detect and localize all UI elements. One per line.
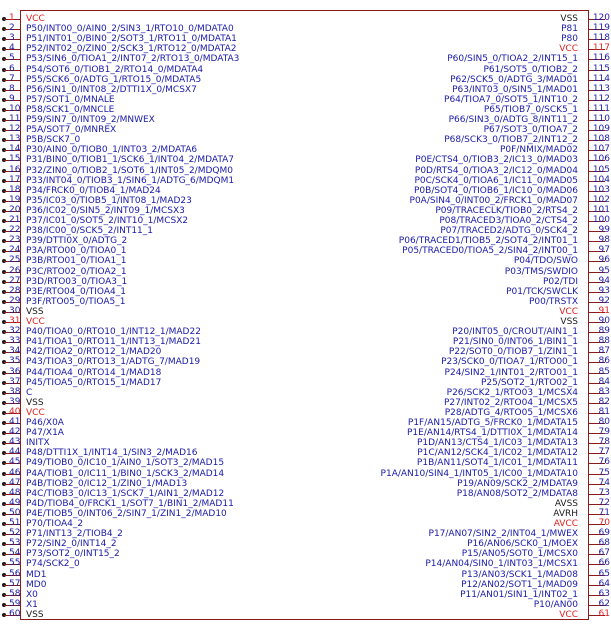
pin-name: P44/TIOA4_0/RTO14_1/MAD18 xyxy=(26,367,162,378)
pin-name: P55/SCK6_0/ADTG_1/RTO15_0/MDATA5 xyxy=(26,74,202,85)
pin-number: 76 xyxy=(598,457,610,468)
pin-number: 119 xyxy=(592,23,610,34)
pin-number: 10 xyxy=(9,103,21,114)
pin-name: P4D/TIOB4_0/FRCK1_1/SOT7_1/BIN1_2/MAD11 xyxy=(26,498,234,509)
pin-name: P70/TIOA4_2 xyxy=(26,519,84,529)
pin-number: 116 xyxy=(592,53,610,64)
pin-number: 107 xyxy=(592,144,610,155)
pin-name: P45/TIOA5_0/RTO15_1/MAD17 xyxy=(26,377,162,388)
pin-number: 64 xyxy=(598,578,610,589)
pin-number: 89 xyxy=(598,326,610,337)
pin-number: 3 xyxy=(9,33,15,44)
pin-name: P3B/RTO01_0/TIOA1_1 xyxy=(26,256,127,267)
pin-name: P80 xyxy=(561,34,578,45)
pin-number: 27 xyxy=(9,275,21,286)
pin-number: 117 xyxy=(592,43,610,54)
pin-name: P4C/TIOB3_0/IC13_1/SCK7_1/AIN1_2/MAD12 xyxy=(26,488,225,499)
pin-58 xyxy=(0,588,300,601)
pin-number: 92 xyxy=(598,295,610,306)
pin-name: P62/SCK5_0/ADTG_3/MAD01 xyxy=(450,74,578,85)
pin-number: 67 xyxy=(598,548,610,559)
pin-name: P1F/AN15/ADTG_5/FRCK0_1/MDATA15 xyxy=(407,418,578,428)
pin-name: P35/IC03_0/TIOB5_1/INT08_1/MAD23 xyxy=(26,195,192,206)
pin-name: AVRH xyxy=(553,508,578,519)
pin-name: P03/TMS/SWDIO xyxy=(504,266,578,277)
pin-name: P71/INT13_2/TIOB4_2 xyxy=(26,529,123,540)
pin-number: 91 xyxy=(598,305,610,316)
pin-number: 56 xyxy=(9,568,21,579)
pin-number: 39 xyxy=(9,396,21,407)
pin-name: P48/DTTI1X_1/INT14_1/SIN3_2/MAD16 xyxy=(26,448,198,459)
pin-name: P51/INT01_0/BIN0_2/SOT3_1/RTO11_0/MDATA1 xyxy=(26,34,237,45)
pin-number: 60 xyxy=(9,608,21,619)
pin-number: 100 xyxy=(592,215,610,225)
pin-name: P66/SIN3_0/ADTG_8/INT11_2 xyxy=(448,115,578,125)
pin-number: 112 xyxy=(592,93,610,104)
pin-number: 17 xyxy=(9,174,21,185)
pin-name: P11/AN01/SIN1_1/INT02_1 xyxy=(460,589,578,600)
pin-number: 30 xyxy=(9,305,21,316)
pin-number: 81 xyxy=(598,406,610,417)
pin-number: 11 xyxy=(9,114,21,124)
pin-number: 24 xyxy=(9,245,21,256)
pin-number: 43 xyxy=(9,437,21,448)
pin-name: P06/TRACED1/TIOB5_2/SOT4_2/INT01_1 xyxy=(398,236,578,247)
pin-name: VCC xyxy=(559,306,578,317)
pin-number: 15 xyxy=(9,154,21,165)
pin-name: P42/TIOA2_0/RTO12_1/MAD20 xyxy=(26,347,162,358)
pin-number: 4 xyxy=(9,43,15,54)
pin-number: 42 xyxy=(9,427,21,438)
pin-name: P3A/RTO00_0/TIOA0_1 xyxy=(26,246,127,257)
pin-name: VCC xyxy=(26,14,45,24)
pin-60 xyxy=(0,608,300,621)
pin-number: 55 xyxy=(9,558,21,569)
pin-name: P25/SOT2_1/RTO02_1 xyxy=(480,377,578,388)
pin-number: 7 xyxy=(9,73,15,84)
pin-name: P20/INT05_0/CROUT/AIN1_1 xyxy=(452,327,578,338)
pin-number: 108 xyxy=(592,134,610,145)
pin-29 xyxy=(0,295,300,308)
pin-name: P26/SCK2_1/RTO03_1/MCSX4 xyxy=(446,387,578,398)
pin-number: 44 xyxy=(9,447,21,458)
pin-number: 31 xyxy=(9,316,21,326)
pin-name: P09/TRACECLK/TIOB0_2/RTS4_2 xyxy=(435,205,578,216)
pin-number: 23 xyxy=(9,235,21,246)
pin-name: P24/SIN2_1/INT01_2/RTO01_1 xyxy=(444,367,578,378)
pin-name: VSS xyxy=(560,317,578,327)
pin-37 xyxy=(0,376,300,389)
pin-name: P4B/TIOB2_0/IC12_1/ZIN0_1/MAD13 xyxy=(26,478,188,489)
pin-name: P22/SOT0_0/TIOB7_1/ZIN1_1 xyxy=(448,347,578,358)
pin-name: P0B/SOT4_0/TIOB6_1/IC10_0/MAD06 xyxy=(414,185,578,196)
pin-number: 53 xyxy=(9,538,21,549)
pin-number: 97 xyxy=(598,245,610,256)
pin-name: P43/TIOA3_0/RTO13_1/ADTG_7/MAD19 xyxy=(26,357,201,368)
pin-name: P74/SCK2_0 xyxy=(26,559,80,570)
pin-number: 95 xyxy=(598,265,610,276)
pin-number: 54 xyxy=(9,548,21,559)
pin-number: 50 xyxy=(9,507,21,518)
pin-name: P0C/SCK4_0/TIOA6_1/IC11_0/MAD05 xyxy=(414,175,578,186)
pin-name: P73/SOT2_0/INT15_2 xyxy=(26,549,120,560)
pin-name: INITX xyxy=(26,438,50,449)
pin-number: 96 xyxy=(598,255,610,266)
pin-number: 26 xyxy=(9,265,21,276)
pin-number: 73 xyxy=(598,487,610,498)
pin-name: P81 xyxy=(561,24,578,35)
pin-number: 21 xyxy=(9,215,21,225)
pin-number: 118 xyxy=(592,33,610,44)
pin-name: P23/SCK0_0/TIOA7_1/RTO00_1 xyxy=(441,357,578,368)
pin-number: 94 xyxy=(598,275,610,286)
pin-name: P21/SIN0_0/INT06_1/BIN1_1 xyxy=(452,337,578,348)
pin-name: MD0 xyxy=(26,579,47,590)
pin-name: C xyxy=(26,387,33,398)
pin-name: P30/AIN0_0/TIOB0_1/INT03_2/MDATA6 xyxy=(26,145,198,156)
pin-number: 48 xyxy=(9,487,21,498)
pin-name: P4A/TIOB1_0/IC11_1/BIN0_1/SCK3_2/MAD14 xyxy=(26,468,225,479)
pin-number: 6 xyxy=(9,63,15,74)
pin-number: 93 xyxy=(598,285,610,296)
pin-number: 110 xyxy=(592,114,610,124)
pin-number: 111 xyxy=(592,103,610,114)
pin-number: 85 xyxy=(598,366,610,377)
pin-number: 16 xyxy=(9,164,21,175)
pin-name: P57/SOT1_0/MNALE xyxy=(26,94,115,105)
pin-name: VSS xyxy=(26,397,44,408)
pin-name: P41/TIOA1_0/RTO11_1/INT13_1/MAD21 xyxy=(26,337,201,348)
pin-number: 40 xyxy=(9,406,21,417)
pin-name: P68/SCK3_0/TIOB7_2/INT12_2 xyxy=(444,135,578,146)
pin-number: 74 xyxy=(598,477,610,488)
pin-number: 13 xyxy=(9,134,21,145)
pin-name: P5A/SOT7_0/MNREX xyxy=(26,125,117,136)
pin-name: P49/TIOB0_0/IC10_1/AIN0_1/SOT3_2/MAD15 xyxy=(26,458,225,469)
pin-number: 72 xyxy=(598,497,610,508)
pin-30 xyxy=(0,305,300,318)
pin-name: P3C/RTO02_0/TIOA2_1 xyxy=(26,266,127,277)
pin-number: 51 xyxy=(9,518,21,528)
pin-name: P16/AN06/SCK0_1/MOEX xyxy=(467,539,578,550)
pin-number: 113 xyxy=(592,83,610,94)
pin-name: P60/SIN5_0/TIOA2_2/INT15_1 xyxy=(447,54,578,65)
pin-number: 99 xyxy=(598,225,610,236)
pin-number: 103 xyxy=(592,184,610,195)
pin-name: P07/TRACED2/ADTG_0/SCK4_2 xyxy=(440,226,578,237)
pin-name: P50/INT00_0/AIN0_2/SIN3_1/RTO10_0/MDATA0 xyxy=(26,24,234,35)
pin-name: P54/SOT6_0/TIOB1_2/RTO14_0/MDATA4 xyxy=(26,64,204,75)
pin-number: 12 xyxy=(9,124,21,135)
pin-name: MD1 xyxy=(26,569,47,580)
pin-number: 104 xyxy=(592,174,610,185)
pin-number: 36 xyxy=(9,366,21,377)
pin-number: 83 xyxy=(598,386,610,397)
pin-number: 37 xyxy=(9,376,21,387)
pin-number: 80 xyxy=(598,417,610,427)
pin-name: X0 xyxy=(26,589,38,600)
pin-name: P32/ZIN0_0/TIOB2_1/SOT6_1/INT05_2/MDQM0 xyxy=(26,165,233,176)
pin-number: 109 xyxy=(592,124,610,135)
pin-name: VCC xyxy=(26,317,45,327)
pin-number: 34 xyxy=(9,346,21,357)
pin-number: 19 xyxy=(9,194,21,205)
pin-name: P14/AN04/SIN0_1/INT03_1/MCSX1 xyxy=(425,559,578,570)
pin-number: 69 xyxy=(598,528,610,539)
pin-name: P17/AN07/SIN2_2/INT04_1/MWEX xyxy=(428,529,578,540)
pin-name: P10/AN00 xyxy=(533,599,578,610)
pin-38 xyxy=(0,386,300,399)
pin-name: VCC xyxy=(559,609,578,620)
pin-name: P27/INT02_2/RTO04_1/MCSX5 xyxy=(443,397,578,408)
pin-name: P47/X1A xyxy=(26,428,64,439)
pin-number: 98 xyxy=(598,235,610,246)
pin-name: P1D/AN13/CTS4_1/IC03_1/MDATA13 xyxy=(416,438,578,449)
pin-name: P38/IC00_0/SCK5_2/INT11_1 xyxy=(26,226,154,237)
pin-name: P05/TRACED0/TIOA5_2/SIN4_2/INT00_1 xyxy=(402,246,578,257)
pin-number: 105 xyxy=(592,164,610,175)
pin-name: VCC xyxy=(559,44,578,55)
pin-name: P1A/AN10/SIN4_1/INT05_1/IC00_1/MDATA10 xyxy=(380,468,578,479)
pin-number: 102 xyxy=(592,194,610,205)
pin-name: VSS xyxy=(26,609,44,620)
pin-number: 46 xyxy=(9,467,21,478)
pin-61 xyxy=(300,608,611,621)
pin-number: 58 xyxy=(9,588,21,599)
pin-name: P4E/TIOB5_0/INT06_2/SIN7_1/ZIN1_2/MAD10 xyxy=(26,508,227,519)
pin-name: P0E/CTS4_0/TIOB3_2/IC13_0/MAD03 xyxy=(415,155,578,166)
pin-name: P3F/RTO05_0/TIOA5_1 xyxy=(26,296,126,307)
pin-57 xyxy=(0,578,300,591)
pin-name: P0D/RTS4_0/TIOA3_2/IC12_0/MAD04 xyxy=(414,165,578,176)
pin-number: 82 xyxy=(598,396,610,407)
pin-name: P01/TCK/SWCLK xyxy=(506,286,578,297)
pin-name: P0F/NMIX/MAD02 xyxy=(499,145,578,156)
pin-number: 86 xyxy=(598,356,610,367)
pin-number: 87 xyxy=(598,346,610,357)
pin-number: 79 xyxy=(598,427,610,438)
pin-number: 8 xyxy=(9,83,15,94)
pin-number: 71 xyxy=(598,507,610,518)
pin-name: P28/ADTG_4/RTO05_1/MCSX6 xyxy=(444,407,578,418)
pin-name: X1 xyxy=(26,599,38,610)
pin-number: 77 xyxy=(598,447,610,458)
pin-number: 47 xyxy=(9,477,21,488)
pin-name: P1B/AN11/SOT4_1/IC01_1/MDATA11 xyxy=(416,458,578,469)
pin-number: 66 xyxy=(598,558,610,569)
pin-number: 88 xyxy=(598,336,610,347)
pin-name: P04/TDO/SWO xyxy=(513,256,578,267)
pin-number: 14 xyxy=(9,144,21,155)
pin-number: 59 xyxy=(9,598,21,609)
pin-name: P18/AN08/SOT2_2/MDATA8 xyxy=(456,488,578,499)
pin-name: P5B/SCK7_0 xyxy=(26,135,81,146)
pin-number: 62 xyxy=(598,598,610,609)
pin-number: 114 xyxy=(592,73,610,84)
pin-name: P31/BIN0_0/TIOB1_1/SCK6_1/INT04_2/MDATA7 xyxy=(26,155,235,166)
pin-name: P65/TIOB7_0/SCK5_1 xyxy=(483,104,578,115)
pin-number: 52 xyxy=(9,528,21,539)
pin-name: P12/AN02/SOT1_1/MAD09 xyxy=(461,579,578,590)
pin-number: 120 xyxy=(592,13,610,23)
pin-number: 1 xyxy=(9,13,15,23)
pin-name: P1E/AN14/RTS4_1/DTTI0X_1/MDATA14 xyxy=(406,428,578,439)
pin-number: 84 xyxy=(598,376,610,387)
pin-name: P39/DTTI0X_0/ADTG_2 xyxy=(26,236,128,247)
pin-number: 18 xyxy=(9,184,21,195)
pin-number: 101 xyxy=(592,204,610,215)
pin-number: 57 xyxy=(9,578,21,589)
pin-number: 49 xyxy=(9,497,21,508)
pin-number: 61 xyxy=(598,608,610,619)
pin-name: P52/INT02_0/ZIN0_2/SCK3_1/RTO12_0/MDATA2 xyxy=(26,44,237,55)
pin-number: 106 xyxy=(592,154,610,165)
pin-number: 75 xyxy=(598,467,610,478)
pin-number: 45 xyxy=(9,457,21,468)
pin-59 xyxy=(0,598,300,611)
pin-number: 115 xyxy=(592,63,610,74)
pin-name: P72/SIN2_0/INT14_2 xyxy=(26,539,117,550)
pin-number: 41 xyxy=(9,417,21,427)
pin-number: 22 xyxy=(9,225,21,236)
pin-39 xyxy=(0,396,300,409)
pin-name: VSS xyxy=(560,14,578,24)
pin-number: 63 xyxy=(598,588,610,599)
pin-number: 90 xyxy=(598,316,610,326)
pin-number: 5 xyxy=(9,53,15,64)
pin-name: P58/SCK1_0/MNCLE xyxy=(26,104,115,115)
pin-number: 20 xyxy=(9,204,21,215)
pin-number: 78 xyxy=(598,437,610,448)
pin-name: P37/IC01_0/SOT5_2/INT10_1/MCSX2 xyxy=(26,216,189,226)
pin-number: 35 xyxy=(9,356,21,367)
pin-name: P67/SOT3_0/TIOA7_2 xyxy=(483,125,578,136)
pin-number: 33 xyxy=(9,336,21,347)
pin-number: 2 xyxy=(9,23,15,34)
pin-number: 9 xyxy=(9,93,15,104)
pin-name: AVCC xyxy=(553,519,578,529)
pin-name: P64/TIOA7_0/SOT5_1/INT10_2 xyxy=(444,94,578,105)
pin-name: AVSS xyxy=(554,498,578,509)
pin-name: P1C/AN12/SCK4_1/IC02_1/MDATA12 xyxy=(417,448,578,459)
pin-number: 25 xyxy=(9,255,21,266)
pin-name: P36/IC02_0/SIN5_2/INT09_1/MCSX3 xyxy=(26,205,185,216)
pin-name: P00/TRSTX xyxy=(528,296,578,307)
pin-name: P33/INT04_0/TIOB3_1/SIN6_1/ADTG_6/MDQM1 xyxy=(26,175,235,186)
pin-name: P46/X0A xyxy=(26,418,64,428)
pin-number: 65 xyxy=(598,568,610,579)
pin-name: P19/AN09/SCK2_2/MDATA9 xyxy=(457,478,578,489)
pin-name: P59/SIN7_0/INT09_2/MNWEX xyxy=(26,115,155,125)
pin-name: P3E/RTO04_0/TIOA4_1 xyxy=(26,286,126,297)
pin-number: 70 xyxy=(598,518,610,528)
pin-name: P02/TDI xyxy=(543,276,578,287)
pin-name: P63/INT03_0/SIN5_1/MAD01 xyxy=(452,84,578,95)
pin-name: P34/FRCK0_0/TIOB4_1/MAD24 xyxy=(26,185,161,196)
pin-name: P40/TIOA0_0/RTO10_1/INT12_1/MAD22 xyxy=(26,327,201,338)
pin-name: VCC xyxy=(26,407,45,418)
pin-name: P0A/SIN4_0/INT00_2/FRCK1_0/MAD07 xyxy=(409,195,578,206)
pin-name: VSS xyxy=(26,306,44,317)
pin-number: 32 xyxy=(9,326,21,337)
pin-name: P15/AN05/SOT0_1/MCSX0 xyxy=(461,549,578,560)
pin-number: 38 xyxy=(9,386,21,397)
pin-number: 68 xyxy=(598,538,610,549)
pin-name: P13/AN03/SCK1_1/MAD08 xyxy=(461,569,578,580)
pin-number: 28 xyxy=(9,285,21,296)
pin-name: P53/SIN6_0/TIOA1_2/INT07_2/RTO13_0/MDATA3 xyxy=(26,54,240,65)
pin-name: P61/SOT5_0/TIOB2_2 xyxy=(483,64,578,75)
pin-number: 29 xyxy=(9,295,21,306)
pin-name: P3D/RTO03_0/TIOA3_1 xyxy=(26,276,128,287)
pin-name: P08/TRACED3/TIOA0_2/CTS4_2 xyxy=(439,216,578,226)
pin-name: P56/SIN1_0/INT08_2/DTTI1X_0/MCSX7 xyxy=(26,84,197,95)
